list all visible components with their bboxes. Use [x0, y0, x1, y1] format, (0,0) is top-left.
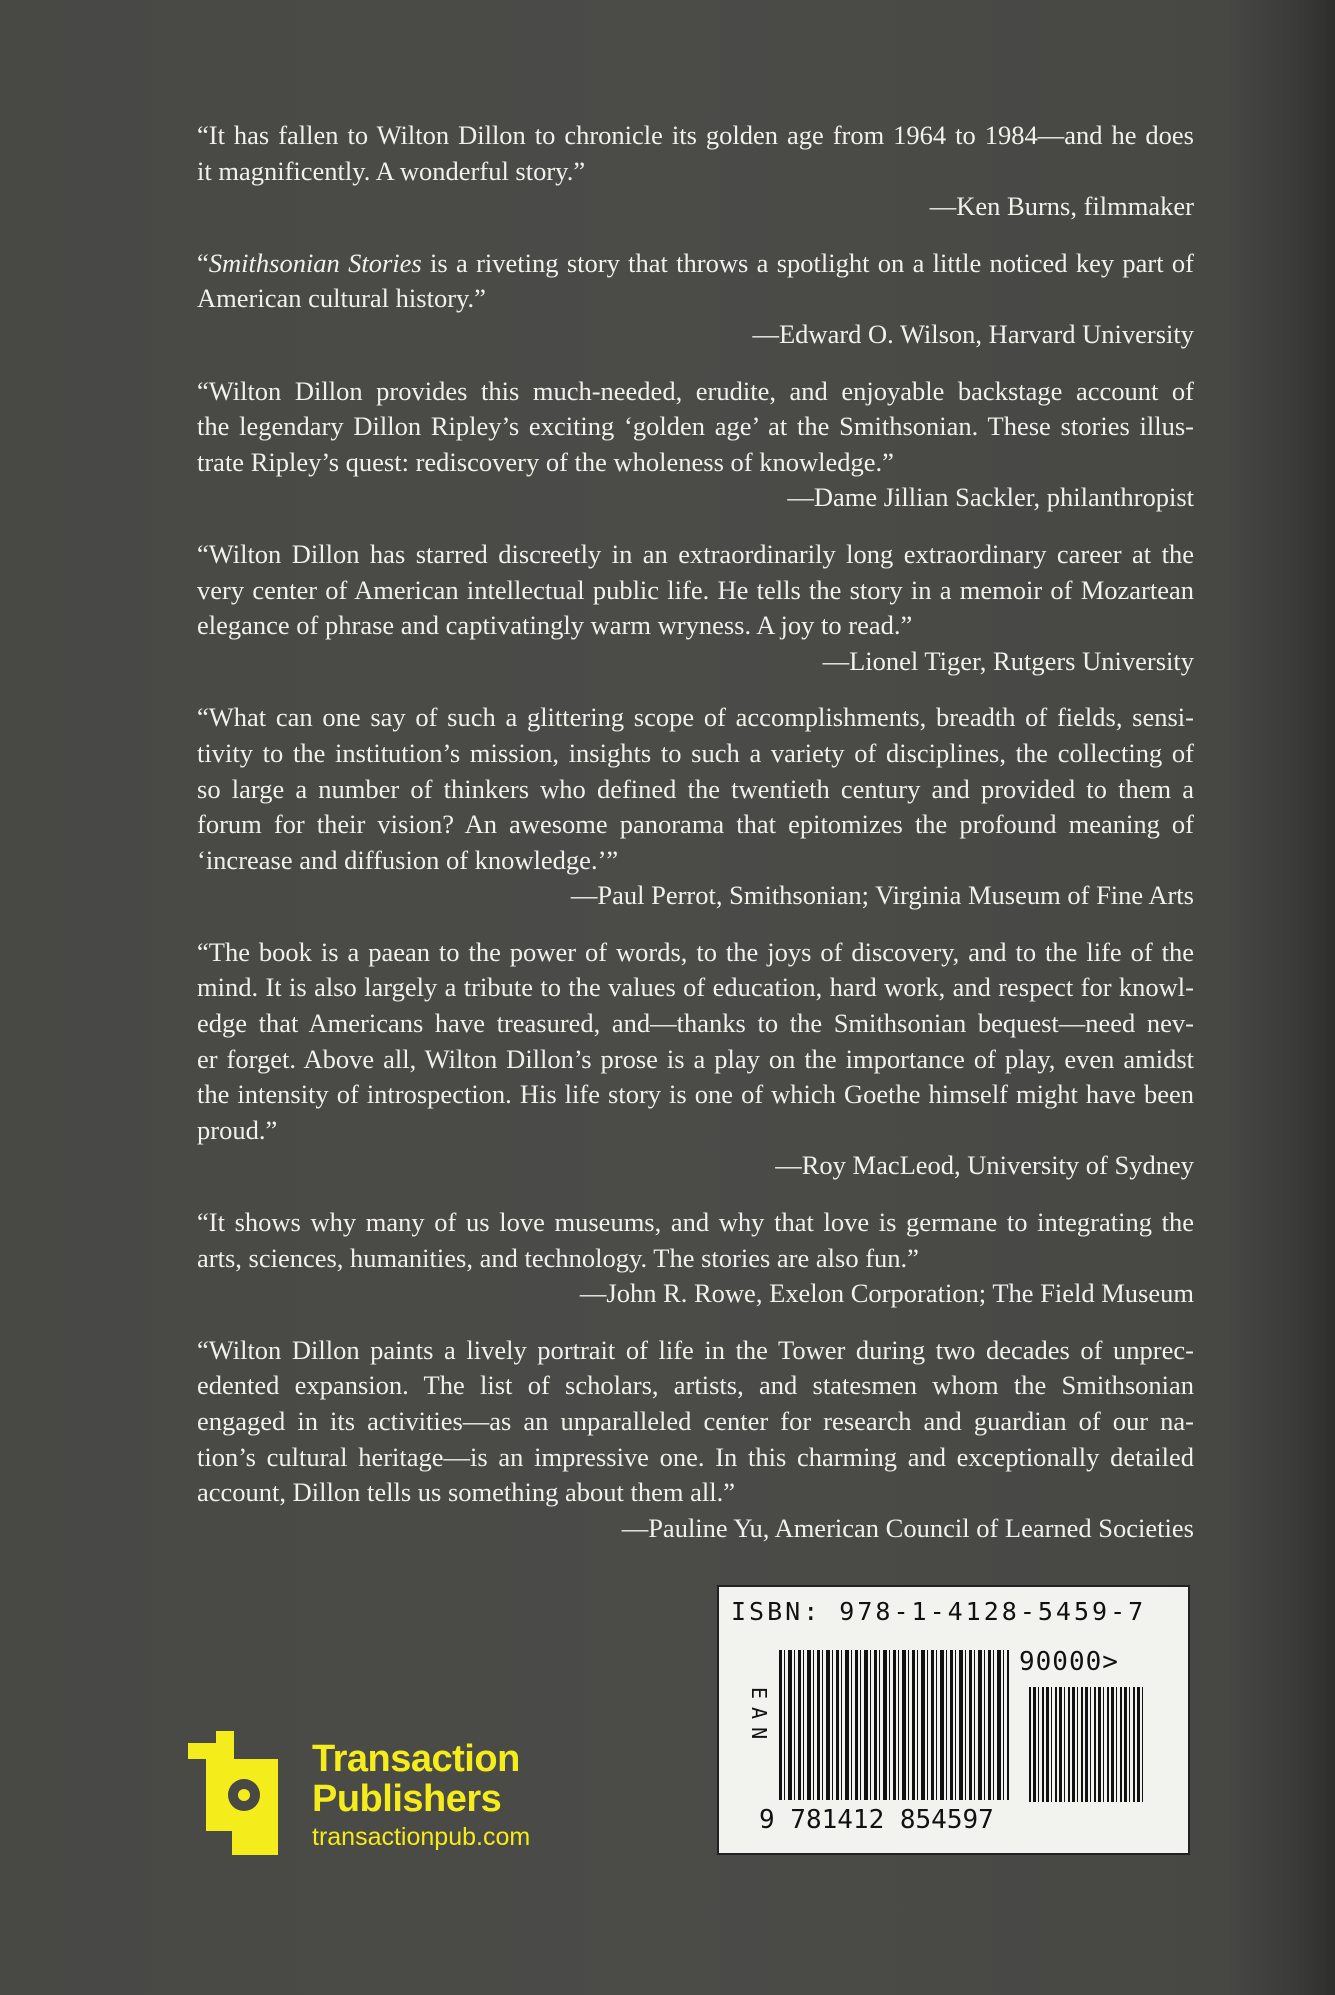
quote-attribution: —Roy MacLeod, University of Sydney — [775, 1150, 1194, 1181]
quote-line: engaged in its activities—as an unparalleled center for research and guardian of our na- — [197, 1406, 1194, 1436]
endorsement-quote — [197, 118, 1194, 225]
publisher-name-line1: Transaction — [312, 1738, 520, 1780]
publisher-url: transactionpub.com — [312, 1823, 531, 1851]
quote-attribution: —John R. Rowe, Exelon Corporation; The Field Museum — [579, 1278, 1194, 1309]
quote-line: “Smithsonian Stories is a riveting story that throws a spotlight on a little noticed key part of — [197, 247, 1194, 278]
quote-line: the intensity of introspection. His life story is one of which Goethe himself might have been — [197, 1079, 1194, 1110]
quote-line: tivity to the institution’s mission, insights to such a variety of disciplines, the collecting of — [197, 737, 1194, 768]
endorsement-quote — [197, 1205, 1194, 1312]
quote-line: account, Dillon tells us something about them all.” — [197, 1477, 735, 1508]
quote-attribution: —Ken Burns, filmmaker — [929, 191, 1194, 222]
quote-line: elegance of phrase and captivatingly warm wryness. A joy to read.” — [197, 610, 913, 641]
quote-attribution: —Edward O. Wilson, Harvard University — [752, 318, 1194, 349]
quote-line: arts, sciences, humanities, and technology. The stories are also fun.” — [197, 1242, 919, 1273]
quote-line: “What can one say of such a glittering scope of accomplishments, breadth of fields, sensi- — [197, 702, 1194, 733]
quote-line: edge that Americans have treasured, and—thanks to the Smithsonian bequest—need nev- — [197, 1008, 1194, 1039]
book-title: Smithsonian Stories — [208, 247, 422, 278]
addon-bars — [1029, 1687, 1144, 1802]
endorsements — [197, 118, 1194, 1567]
quote-line: so large a number of thinkers who defined the twentieth century and provided to them a — [197, 773, 1194, 804]
quote-line: very center of American intellectual public life. He tells the story in a memoir of Mozartean — [197, 574, 1194, 605]
isbn-barcode — [717, 1585, 1190, 1855]
quote-attribution: —Lionel Tiger, Rutgers University — [822, 645, 1194, 676]
endorsement-quote — [197, 700, 1194, 914]
ean-digits: 9 781412 854597 — [759, 1805, 994, 1835]
quote-attribution: —Dame Jillian Sackler, philanthropist — [787, 482, 1194, 513]
quote-line: American cultural history.” — [197, 283, 486, 314]
price-addon: 90000> — [1019, 1647, 1119, 1677]
endorsement-quote — [197, 935, 1194, 1184]
quote-line: “Wilton Dillon paints a lively portrait of life in the Tower during two decades of unprec- — [197, 1334, 1194, 1365]
quote-line: it magnificently. A wonderful story.” — [197, 155, 586, 186]
isbn-text: ISBN: 978-1-4128-5459-7 — [731, 1597, 1147, 1626]
endorsement-quote — [197, 1333, 1194, 1547]
quote-line: “The book is a paean to the power of words, to the joys of discovery, and to the life of the — [197, 936, 1194, 967]
quote-line: ‘increase and diffusion of knowledge.’” — [197, 844, 619, 875]
endorsement-quote — [197, 374, 1194, 516]
quote-line: “It has fallen to Wilton Dillon to chronicle its golden age from 1964 to 1984—and he does — [197, 120, 1194, 150]
quote-attribution: —Pauline Yu, American Council of Learned Societies — [621, 1512, 1194, 1543]
publisher-name — [312, 1739, 520, 1819]
quote-line: “It shows why many of us love museums, and why that love is germane to integrating the — [197, 1207, 1194, 1238]
barcode-bars — [779, 1650, 1009, 1800]
quote-line: trate Ripley’s quest: rediscovery of the wholeness of knowledge.” — [197, 446, 894, 477]
quote-line: the legendary Dillon Ripley’s exciting ‘golden age’ at the Smithsonian. These stories illus- — [197, 411, 1194, 442]
quote-line: edented expansion. The list of scholars, artists, and statesmen whom the Smithsonian — [197, 1370, 1194, 1401]
quote-attribution: —Paul Perrot, Smithsonian; Virginia Museum of Fine Arts — [570, 880, 1194, 911]
publisher-name-line2: Publishers — [312, 1778, 502, 1820]
endorsement-quote — [197, 246, 1194, 353]
quote-line: “Wilton Dillon has starred discreetly in an extraordinarily long extraordinary career at the — [197, 538, 1194, 569]
endorsement-quote — [197, 537, 1194, 679]
quote-line: “Wilton Dillon provides this much-needed, erudite, and enjoyable backstage account of — [197, 375, 1194, 406]
ean-label: EAN — [747, 1687, 771, 1748]
quote-line: mind. It is also largely a tribute to the values of education, hard work, and respect for knowl- — [197, 972, 1194, 1003]
publisher-logo-mark-icon — [188, 1731, 288, 1859]
quote-line: forum for their vision? An awesome panorama that epitomizes the profound meaning of — [197, 809, 1194, 840]
quote-line: proud.” — [197, 1114, 278, 1145]
quote-line: tion’s cultural heritage—is an impressive one. In this charming and exceptionally detailed — [197, 1441, 1194, 1472]
publisher-logo — [188, 1731, 568, 1861]
quote-line: er forget. Above all, Wilton Dillon’s prose is a play on the importance of play, even amidst — [197, 1043, 1194, 1074]
